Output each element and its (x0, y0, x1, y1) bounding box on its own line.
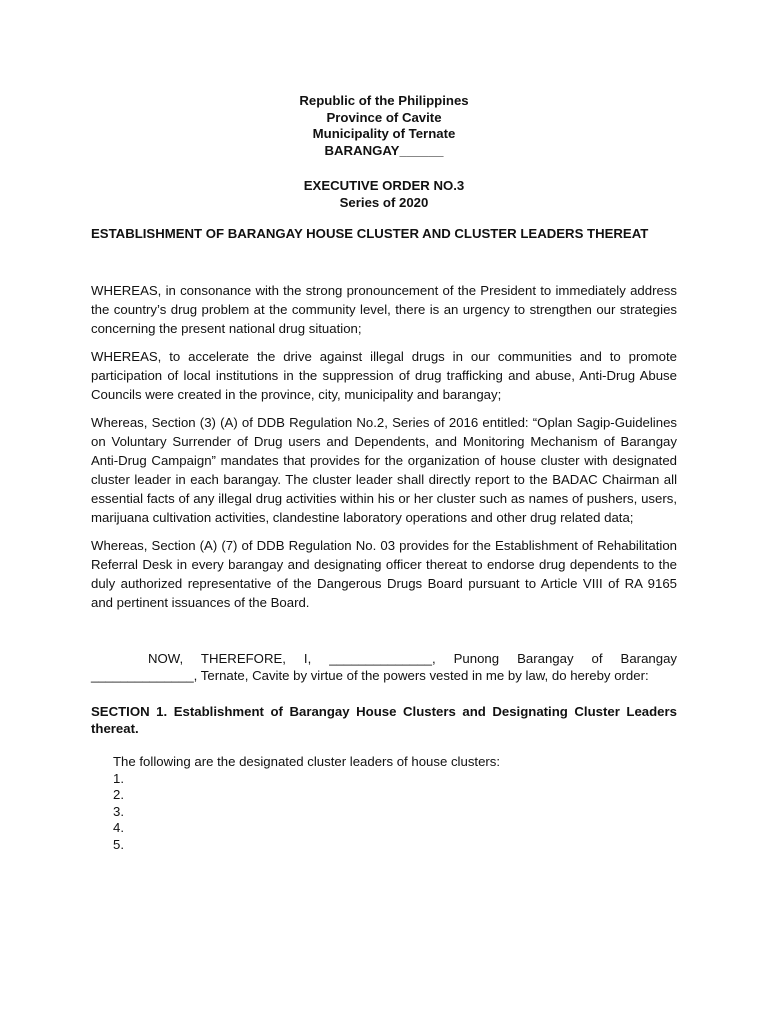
whereas-paragraph-2: WHEREAS, to accelerate the drive against illegal drugs in our communities and to promote participation of local institutions in the suppression of drug trafficking and abuse, Anti-Drug Abuse Councils were created in the province, city, municipality and barangay; (91, 349, 677, 402)
whereas-paragraph-4: Whereas, Section (A) (7) of DDB Regulation No. 03 provides for the Establishment of Rehabilitation Referral Desk in every barangay and designating officer thereat to endorse drug dependents to the duly authorized representative of the Dangerous Drugs Board pursuant to Article VIII of RA 9165 and pertinent issuances of the Board. (91, 538, 677, 610)
section-1-heading: SECTION 1. Establishment of Barangay House Clusters and Designating Cluster Leaders thereat. (91, 704, 677, 736)
province-line: Province of Cavite (326, 109, 442, 125)
therefore-text: NOW, THEREFORE, I, ______________, Punong Barangay of Barangay ______________, Ternate, Cavite by virtue of the powers vested in me by law, do hereby order: (91, 651, 677, 683)
order-heading (91, 178, 677, 211)
document-title: ESTABLISHMENT OF BARANGAY HOUSE CLUSTER AND CLUSTER LEADERS THEREAT (91, 226, 649, 241)
cluster-leaders-intro: The following are the designated cluster leaders of house clusters: (113, 754, 501, 769)
barangay-line: BARANGAY______ (324, 142, 444, 158)
list-item: 2. (113, 787, 124, 802)
whereas-paragraph-1: WHEREAS, in consonance with the strong pronouncement of the President to immediately address the country’s drug problem at the community level, there is an urgency to strengthen our strategies concerning the present national drug situation; (91, 283, 677, 336)
order-number: EXECUTIVE ORDER NO.3 (303, 178, 465, 193)
list-item: 4. (113, 820, 124, 835)
cluster-leaders-list (91, 771, 677, 854)
list-item: 1. (113, 770, 124, 786)
order-series: Series of 2020 (339, 194, 429, 210)
municipality-line: Municipality of Ternate (312, 126, 456, 141)
country-line: Republic of the Philippines (299, 93, 469, 108)
list-item: 3. (113, 803, 124, 819)
list-item: 5. (113, 836, 124, 852)
therefore-paragraph (91, 651, 677, 684)
letterhead (91, 0, 677, 159)
whereas-paragraph-3: Whereas, Section (3) (A) of DDB Regulation No.2, Series of 2016 entitled: “Oplan Sagip-Guidelines on Voluntary Surrender of Drug users and Dependents, and Monitoring Mechanism of Barangay Anti-Drug Campaign” mandates that provides for the organization of house cluster with designated cluster leader in each barangay. The cluster leader shall directly report to the BADAC Chairman all essential facts of any illegal drug activities within his or her cluster such as names of pushers, users, marijuana cultivation activities, clandestine laboratory operations and other drug related data; (91, 415, 677, 525)
